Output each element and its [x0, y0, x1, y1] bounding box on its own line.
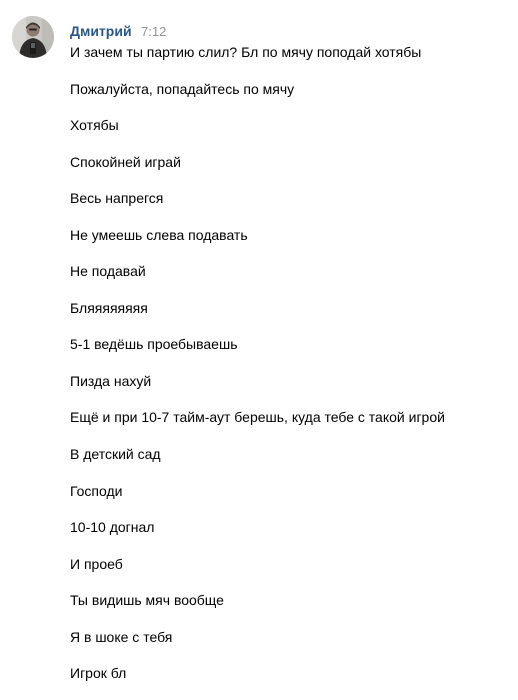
message-line: Весь напрегся	[70, 190, 164, 207]
message-timestamp[interactable]: 7:12	[141, 24, 167, 39]
message-lines	[70, 42, 445, 700]
message-line: Спокойней играй	[70, 153, 181, 170]
message-line: Не подавай	[70, 263, 146, 280]
message-line: Игрок бл	[70, 665, 127, 682]
message-line: Бляяяяяяяя	[70, 299, 148, 316]
message-line: 10-10 догнал	[70, 519, 155, 536]
message-line: Пизда нахуй	[70, 372, 152, 389]
message-header	[70, 22, 166, 40]
message-line: Ты видишь мяч вообще	[70, 592, 224, 609]
message-line: Хотябы	[70, 117, 119, 134]
message-line: И зачем ты партию слил? Бл по мячу поподай хотябы	[70, 44, 422, 60]
message-line: Я в шоке с тебя	[70, 628, 173, 645]
author-name-link[interactable]: Дмитрий	[70, 23, 132, 39]
message-line: Господи	[70, 482, 123, 499]
avatar[interactable]	[12, 16, 54, 58]
message-line: Не умеешь слева подавать	[70, 226, 248, 243]
message-line: Пожалуйста, попадайтесь по мячу	[70, 80, 295, 97]
message-line: 5-1 ведёшь проебываешь	[70, 336, 238, 353]
message-line: Ещё и при 10-7 тайм-аут берешь, куда тебе с такой игрой	[70, 409, 445, 426]
message-line: В детский сад	[70, 446, 161, 463]
message-line: И проеб	[70, 555, 123, 572]
user-photo-icon	[12, 16, 54, 58]
